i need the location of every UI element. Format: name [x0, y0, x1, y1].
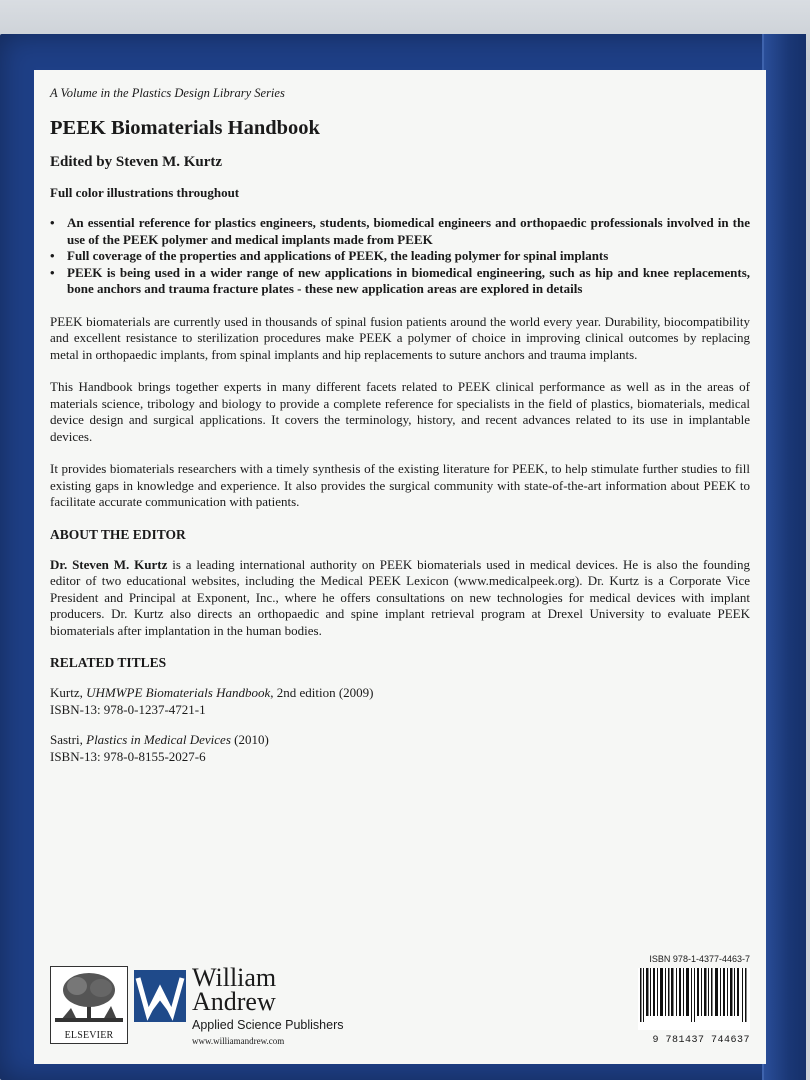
text-panel — [34, 70, 766, 1064]
publisher-subtitle: Applied Science Publishers — [192, 1018, 344, 1032]
editor-line: Edited by Steven M. Kurtz — [50, 154, 223, 170]
book-back-cover — [0, 34, 802, 1080]
publisher-footer — [50, 954, 750, 1044]
elsevier-name: ELSEVIER — [64, 1030, 114, 1041]
book-spine-edge — [762, 34, 806, 1080]
related-title — [50, 732, 750, 765]
feature-text: PEEK is being used in a wider range of new applications in biomedical engineering, such as hip and knee replacements, bone anchors and trauma fracture plates - these new application areas are explored in details — [67, 264, 750, 296]
isbn-label: ISBN 978-1-4377-4463-7 — [649, 954, 750, 964]
elsevier-tree-icon — [55, 970, 123, 1022]
description-paragraph: It provides biomaterials researchers with a timely synthesis of the existing literature for PEEK, to help stimulate further studies to fill existing gaps in knowledge and experience. It also provides the surgical community with state-of-the-art information about PEEK to facilitate accurate communication with patients. — [50, 461, 750, 509]
description-paragraph: This Handbook brings together experts in many different facets related to PEEK clinical performance as well as in the areas of materials science, tribology and biology to provide a complete reference for specialists in the field of plastics, biomaterials, medical device design and surgical applications. It covers the terminology, history, and recent advances related to its use in implantable devices. — [50, 379, 750, 444]
about-editor-heading: ABOUT THE EDITOR — [50, 526, 186, 542]
series-line: A Volume in the Plastics Design Library Series — [50, 86, 285, 100]
publisher-url: www.williamandrew.com — [192, 1036, 285, 1046]
publisher-name-line1: William — [192, 963, 277, 992]
about-editor-text: is a leading international authority on PEEK biomaterials used in medical devices. He is also the founding editor of two educational websites, including the Medical PEEK Lexicon (www.medicalpeek.org). Dr. Kurtz is a Corporate Vice President and Principal at Exponent, Inc., where he offers consultations on new technologies for medical devices with implant producers. Dr. Kurtz also directs an orthopaedic and spine implant retrieval program at Drexel University to evaluate PEEK biomaterials after implantation in the human bodies. — [50, 556, 750, 638]
feature-item — [50, 248, 750, 265]
related-isbn: ISBN-13: 978-0-8155-2027-6 — [50, 748, 206, 764]
related-titles-heading: RELATED TITLES — [50, 655, 167, 670]
publisher-block — [192, 963, 344, 1046]
related-book-title: UHMWPE Biomaterials Handbook — [86, 685, 271, 700]
tagline: Full color illustrations throughout — [50, 185, 240, 200]
editor-name: Dr. Steven M. Kurtz — [50, 556, 168, 572]
feature-item — [50, 215, 750, 248]
book-title: PEEK Biomaterials Handbook — [50, 117, 320, 139]
publisher-name-line2: Andrew — [192, 987, 276, 1016]
bullet-icon: • — [50, 215, 55, 230]
barcode-number: 9 781437 744637 — [652, 1035, 750, 1046]
description-paragraph: PEEK biomaterials are currently used in thousands of spinal fusion patients around the world every year. Durability, biocompatibility and excellent resistance to sterilization procedures make PEEK a polymer of choice in improving clinical outcomes by replacing metal in orthopaedic implants, from spinal implants and hip replacements to suture anchors and trauma implants. — [50, 313, 750, 362]
related-book-title: Plastics in Medical Devices — [86, 732, 231, 747]
related-author: Sastri, — [50, 732, 87, 747]
feature-text: An essential reference for plastics engineers, students, biomedical engineers and orthopaedic professionals involved in the use of the PEEK polymer and medical implants made from PEEK — [67, 215, 750, 247]
related-edition: , 2nd edition (2009) — [270, 685, 374, 700]
bullet-icon: • — [50, 248, 55, 263]
william-andrew-logo-icon — [134, 970, 186, 1022]
related-author: Kurtz, — [50, 685, 87, 700]
feature-list — [50, 215, 750, 298]
feature-item — [50, 265, 750, 298]
elsevier-logo — [50, 966, 128, 1044]
related-edition: (2010) — [230, 732, 269, 747]
feature-text: Full coverage of the properties and applications of PEEK, the leading polymer for spinal implants — [67, 248, 609, 263]
about-editor-paragraph — [50, 557, 750, 640]
barcode — [638, 968, 750, 1030]
bullet-icon: • — [50, 264, 55, 280]
related-isbn: ISBN-13: 978-0-1237-4721-1 — [50, 701, 206, 717]
related-title — [50, 685, 750, 718]
